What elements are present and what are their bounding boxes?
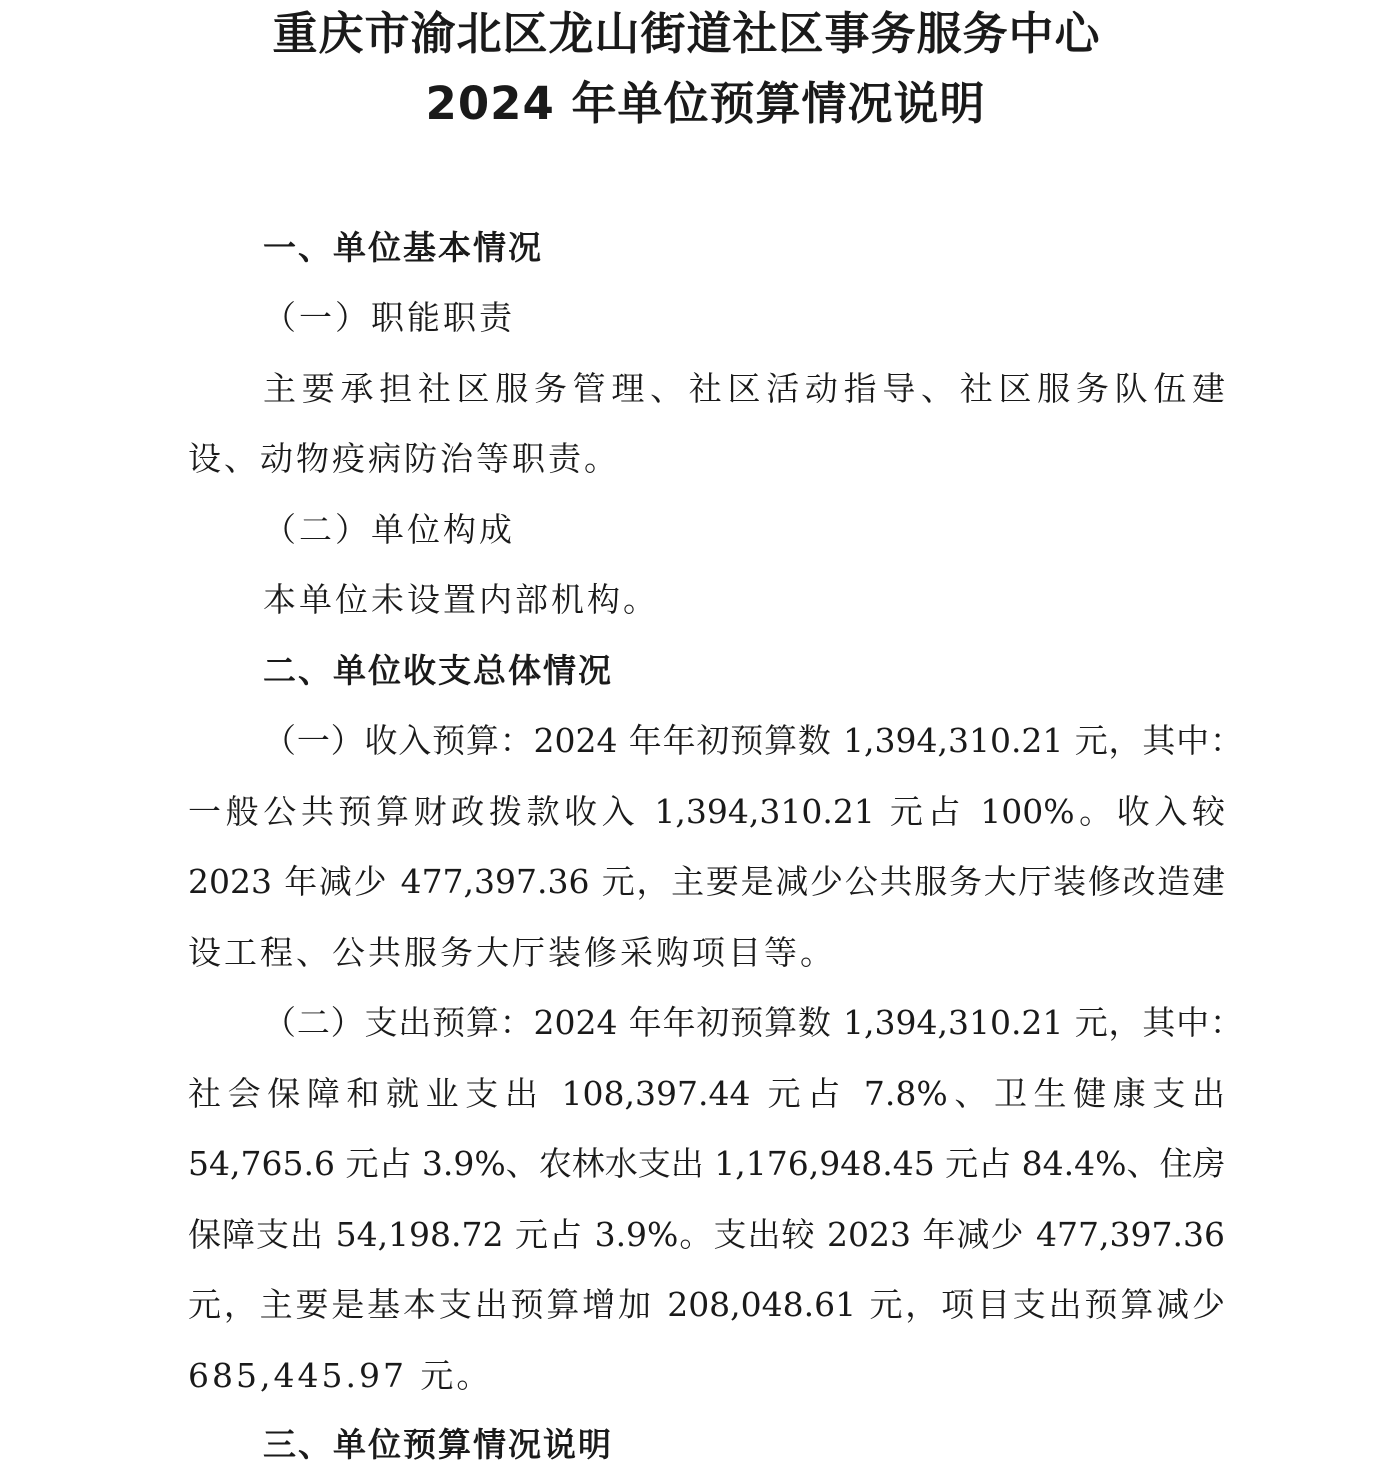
paragraph-line: （一）收入预算：2024 年年初预算数 1,394,310.21 元，其中： (263, 721, 1243, 760)
paragraph-line: 54,765.6 元占 3.9%、农林水支出 1,176,948.45 元占 84.4%、住房 (188, 1144, 1226, 1183)
paragraph-line: 一般公共预算财政拨款收入 1,394,310.21 元占 100%。收入较 (188, 792, 1225, 831)
paragraph-line: 元，主要是基本支出预算增加 208,048.61 元，项目支出预算减少 (188, 1285, 1225, 1324)
section-3-heading: 三、单位预算情况说明 (263, 1425, 613, 1464)
section-1-sub1-heading: （一）职能职责 (263, 298, 515, 337)
document-title-line2: 2024 年单位预算情况说明 (425, 77, 986, 130)
section-2-heading: 二、单位收支总体情况 (263, 651, 613, 690)
section-1-heading: 一、单位基本情况 (263, 228, 543, 267)
paragraph-line: 社会保障和就业支出 108,397.44 元占 7.8%、卫生健康支出 (188, 1074, 1225, 1113)
paragraph-line: 设工程、公共服务大厅装修采购项目等。 (188, 933, 836, 972)
paragraph-line: 主要承担社区服务管理、社区活动指导、社区服务队伍建 (263, 369, 1225, 408)
section-1-sub2-heading: （二）单位构成 (263, 510, 515, 549)
paragraph-line: 685,445.97 元。 (188, 1356, 493, 1395)
paragraph-line: 本单位未设置内部机构。 (263, 580, 659, 619)
paragraph-line: 设、动物疫病防治等职责。 (188, 439, 620, 478)
paragraph-line: 保障支出 54,198.72 元占 3.9%。支出较 2023 年减少 477,397.36 (188, 1215, 1225, 1254)
paragraph-line: 2023 年减少 477,397.36 元，主要是减少公共服务大厅装修改造建 (188, 862, 1225, 901)
document-title-line1: 重庆市渝北区龙山街道社区事务服务中心 (272, 7, 1101, 60)
paragraph-line: （二）支出预算：2024 年年初预算数 1,394,310.21 元，其中： (263, 1003, 1243, 1042)
